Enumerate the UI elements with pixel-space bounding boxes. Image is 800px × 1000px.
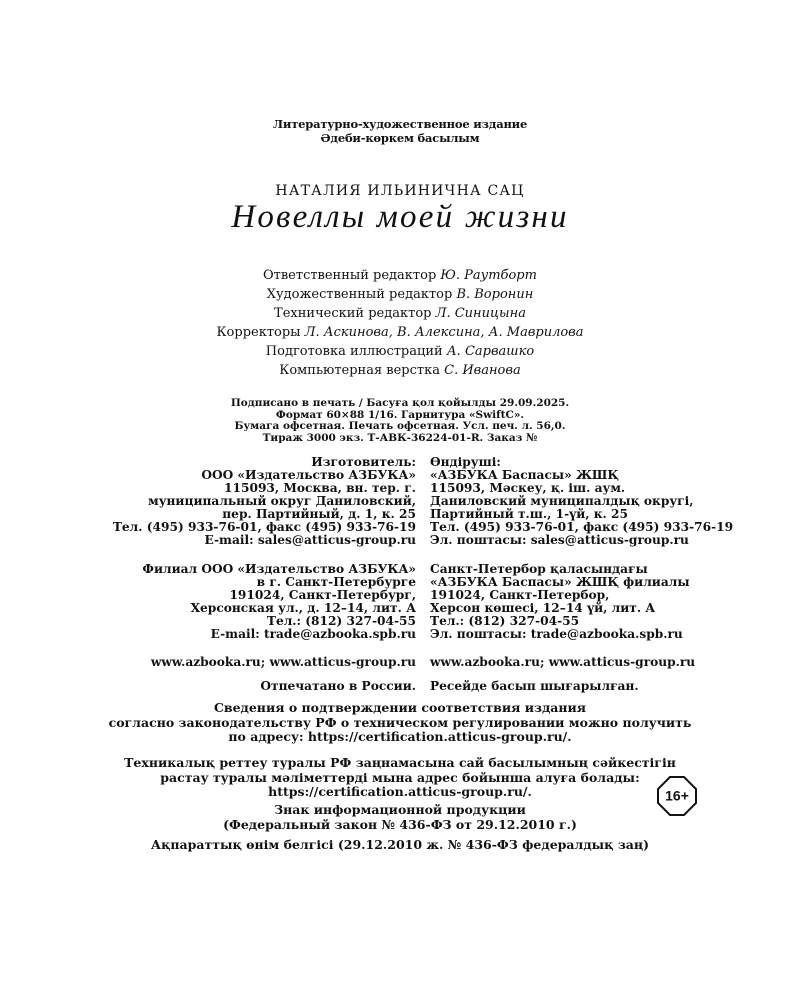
manufacturer-kz-line: Өндіруші:	[430, 455, 501, 469]
manufacturer-ru-line: пер. Партийный, д. 1, к. 25	[222, 507, 416, 521]
branch-ru-line: Херсонская ул., д. 12–14, лит. А	[190, 601, 416, 615]
edition-type-ru: Литературно-художественное издание	[272, 117, 528, 131]
print-imprint	[0, 398, 800, 444]
imprint-line: Формат 60×88 1/16. Гарнитура «SwiftC».	[275, 408, 525, 421]
credit-role: Компьютерная верстка	[279, 363, 440, 378]
credit-role: Технический редактор	[274, 306, 432, 321]
manufacturer-kz-line: «АЗБУКА Баспасы» ЖШҚ	[430, 468, 619, 482]
credit-name: В. Воронин	[456, 287, 534, 302]
credit-name: Л. Синицына	[435, 306, 526, 321]
manufacturer-ru-line: Изготовитель:	[311, 455, 416, 469]
manufacturer-kz-line: Эл. поштасы: sales@atticus-group.ru	[430, 533, 689, 547]
imprint-line: Тираж 3000 экз. Т-АВК-36224-01-R. Заказ №	[262, 431, 538, 444]
branch-kz-line: Тел.: (812) 327-04-55	[430, 614, 580, 628]
branch-ru-line: в г. Санкт-Петербурге	[256, 575, 416, 589]
credit-line	[0, 304, 800, 323]
certification-ru	[0, 701, 800, 745]
certification-kz-line: Техникалық реттеу туралы РФ заңнамасына сай басылымның сәйкестігін	[124, 755, 676, 770]
branch-kz-line: Херсон көшесі, 12–14 үй, лит. А	[430, 601, 656, 615]
manufacturer-ru-line: муниципальный округ Даниловский,	[148, 494, 416, 508]
credit-name: Ю. Раутборт	[440, 268, 537, 283]
manufacturer-kz-line: Даниловский муниципалдық округі,	[430, 494, 694, 508]
credit-name: А. Сарвашко	[446, 344, 535, 359]
credit-line	[0, 285, 800, 304]
manufacturer-kz-line: Тел. (495) 933-76-01, факс (495) 933-76-19	[430, 520, 734, 534]
branch-kz-line: 191024, Санкт-Петербор,	[430, 588, 610, 602]
credits-block	[0, 266, 800, 380]
info-sign-line: (Федеральный закон № 436-ФЗ от 29.12.2010 г.)	[223, 816, 577, 832]
info-sign-line: Знак информационной продукции	[274, 802, 526, 817]
credit-line	[0, 361, 800, 380]
certification-kz-link[interactable]: https://certification.atticus-group.ru/.	[268, 784, 532, 799]
author-name: НАТАЛИЯ ИЛЬИНИЧНА САЦ	[275, 183, 525, 199]
branch-ru-line: E-mail: trade@azbooka.spb.ru	[210, 627, 416, 641]
branch-kz	[430, 563, 760, 641]
website-ru[interactable]: www.azbooka.ru; www.atticus-group.ru	[150, 655, 416, 669]
credit-name: Л. Аскинова, В. Алексина, А. Маврилова	[304, 325, 584, 340]
branch-ru-line: Тел.: (812) 327-04-55	[266, 614, 416, 628]
certification-link[interactable]: по адресу: https://certification.atticus-group.ru/.	[228, 729, 572, 744]
credit-role: Художественный редактор	[266, 287, 453, 302]
edition-type-kz: Әдеби-көркем басылым	[320, 131, 480, 145]
branch-ru	[116, 563, 416, 641]
certification-line: Сведения о подтверждении соответствия издания	[213, 700, 587, 715]
info-sign-kz: Ақпараттық өнім белгісі (29.12.2010 ж. № 436-ФЗ федералдық заң)	[150, 837, 650, 852]
branch-ru-line: 191024, Санкт-Петербург,	[229, 588, 416, 602]
branch-kz-line: Санкт-Петербор қаласындағы	[430, 562, 648, 576]
branch-ru-line: Филиал ООО «Издательство АЗБУКА»	[142, 562, 416, 576]
certification-line: согласно законодательству РФ о техническом регулировании можно получить	[108, 714, 692, 730]
imprint-line: Подписано в печать / Басуға қол қойылды 29.09.2025.	[230, 397, 570, 409]
printed-in-russia: Отпечатано в России.	[260, 679, 416, 693]
info-sign-ru	[0, 803, 800, 832]
manufacturer-ru-line: 115093, Москва, вн. тер. г.	[224, 481, 416, 495]
credit-name: С. Иванова	[444, 363, 521, 378]
manufacturer-kz	[430, 456, 760, 547]
manufacturer-ru-line: Тел. (495) 933-76-01, факс (495) 933-76-19	[112, 520, 416, 534]
manufacturer-kz-line: Партийный т.ш., 1-үй, к. 25	[430, 507, 628, 521]
credit-role: Ответственный редактор	[263, 268, 437, 283]
branch-kz-line: Эл. поштасы: trade@azbooka.spb.ru	[430, 627, 683, 641]
credit-line	[0, 266, 800, 285]
book-title: Новеллы моей жизни	[231, 199, 569, 235]
manufacturer-ru	[76, 456, 416, 547]
manufacturer-ru-line: ООО «Издательство АЗБУКА»	[201, 468, 416, 482]
website-kz[interactable]: www.azbooka.ru; www.atticus-group.ru	[430, 655, 696, 669]
branch-kz-line: «АЗБУКА Баспасы» ЖШҚ филиалы	[430, 575, 690, 589]
manufacturer-kz-line: 115093, Мәскеу, қ. іш. аум.	[430, 481, 626, 495]
manufacturer-ru-line: E-mail: sales@atticus-group.ru	[204, 533, 416, 547]
imprint-line: Бумага офсетная. Печать офсетная. Усл. печ. л. 56,0.	[234, 420, 566, 432]
edition-type	[0, 117, 800, 145]
age-rating-text: 16+	[665, 787, 689, 804]
credit-role: Корректоры	[216, 325, 301, 340]
credit-line	[0, 323, 800, 342]
credit-line	[0, 342, 800, 361]
printed-in-russia-kz: Ресейде басып шығарылған.	[430, 679, 639, 693]
certification-kz-line: растау туралы мәліметтерді мына адрес бойынша алуға болады:	[160, 769, 640, 785]
credit-role: Подготовка иллюстраций	[265, 344, 443, 359]
